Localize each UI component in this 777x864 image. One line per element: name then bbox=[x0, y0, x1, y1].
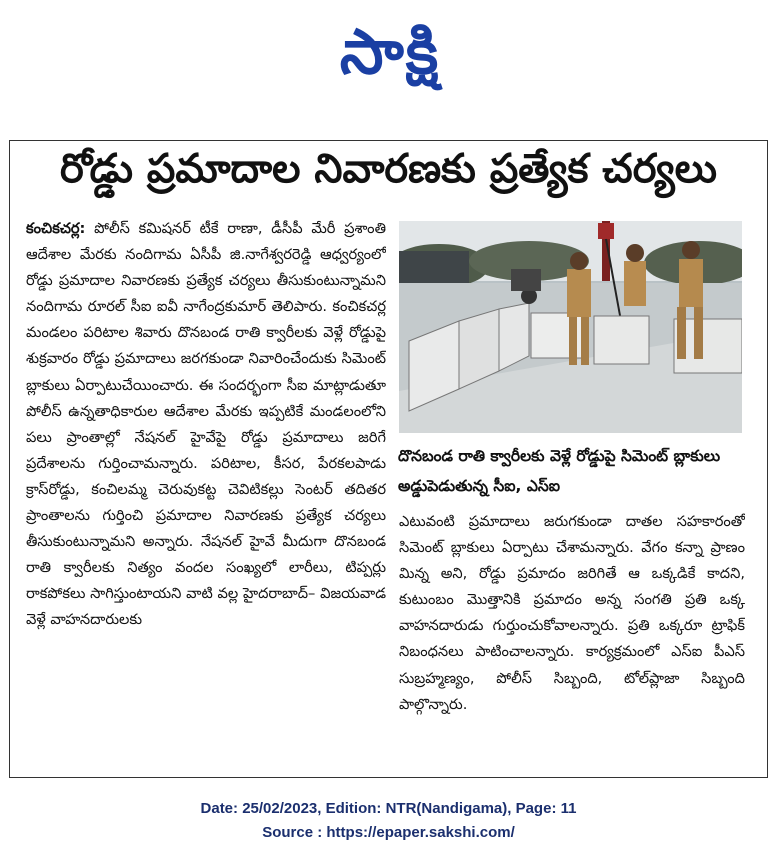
article-body-left bbox=[26, 216, 386, 764]
article-body-right: ఎటువంటి ప్రమాదాలు జరుగకుండా దాతల సహకారంతో సిమెంట్ బ్లాకులు ఏర్పాటు చేశామన్నారు. వేగం కన్నా ప్రాణం మిన్న అని, రోడ్డు ప్రమాదం జరిగితే ఆ ఒక్కడికే కాదని, కుటుంబం మొత్తానికి ప్రమాదం అన్న సంగతి ప్రతి ఒక్క వాహనదారుడు గుర్తుంచుకోవాలన్నారు. ప్రతి ఒక్కరూ ట్రాఫిక్ నిబంధనలు పాటించాలన్నారు. కార్యక్రమంలో ఎస్ఐ పీఎస్ సుబ్రహ్మణ్యం, పోలీస్ సిబ్బంది, టోల్‌ప్లాజా సిబ్బంది పాల్గొన్నారు. bbox=[399, 513, 745, 713]
footer bbox=[0, 797, 777, 845]
photo-illustration bbox=[399, 221, 742, 433]
sakshi-logo: సాక్షి bbox=[339, 15, 441, 88]
dateline: కంచికచర్ల: bbox=[26, 220, 86, 237]
photo-caption: దొనబండ రాతి క్వారీలకు వెళ్లే రోడ్డుపై సిమెంట్ బ్లాకులు అడ్డుపెడుతున్న సీఐ, ఎస్ఐ bbox=[398, 447, 721, 495]
body-left-text: పోలీస్ కమిషనర్ టీకే రాణా, డీసీపీ మేరీ ప్రశాంతి ఆదేశాల మేరకు నందిగామ ఏసీపీ జి.నాగేశ్వరరెడ్డి ఆధ్వర్యంలో రోడ్డు ప్రమాదాల నివారణకు ప్రత్యేక చర్యలు తీసుకుంటున్నామని నందిగామ రూరల్ సీఐ ఐవీ నాగేంద్రకుమార్ తెలిపారు. కంచికచర్ల మండలం పరిటాల శివారు దొనబండ రాతి క్వారీలకు వెళ్లే రోడ్డుపై శుక్రవారం రోడ్డు ప్రమాదాలు జరగకుండా నివారించేందుకు సిమెంట్ బ్లాకులు ఏర్పాటుచేయించారు. ఈ సందర్భంగా సీఐ మాట్లాడుతూ పోలీస్ ఉన్నతాధికారుల ఆదేశాల మేరకు ఇప్పటికే మండలంలోని పలు ప్రాంతాల్లో నేషనల్ హైవేపై రోడ్డు ప్రమాదాలు జరిగే ప్రదేశాలను గుర్తించామన్నారు. పరిటాల, కీసర, పేరకలపాడు క్రాస్‌రోడ్డు, కంచిలమ్మ చెరువుకట్ట చెవిటికల్లు సెంటర్ తదితర ప్రాంతాలను గుర్తించి ప్రమాదాల నివారణకు ప్రత్యేక చర్యలు తీసుకుంటున్నామని అన్నారు. నేషనల్ హైవే మీదుగా దొనబండ రాతి క్వారీలకు నిత్యం వందల సంఖ్యలో లారీలు, టిప్పర్లు రాకపోకలు సాగిస్తుంటాయని వాటి వల్ల హైదరాబాద్– విజయవాడ వెళ్లే వాహనదారులకు bbox=[26, 220, 386, 629]
edition-info: Date: 25/02/2023, Edition: NTR(Nandigama), Page: 11 bbox=[200, 800, 577, 817]
news-photo bbox=[399, 221, 742, 433]
article-headline: రోడ్డు ప్రమాదాల నివారణకు ప్రత్యేక చర్యలు bbox=[60, 146, 717, 192]
source-link[interactable]: Source : https://epaper.sakshi.com/ bbox=[262, 824, 515, 841]
